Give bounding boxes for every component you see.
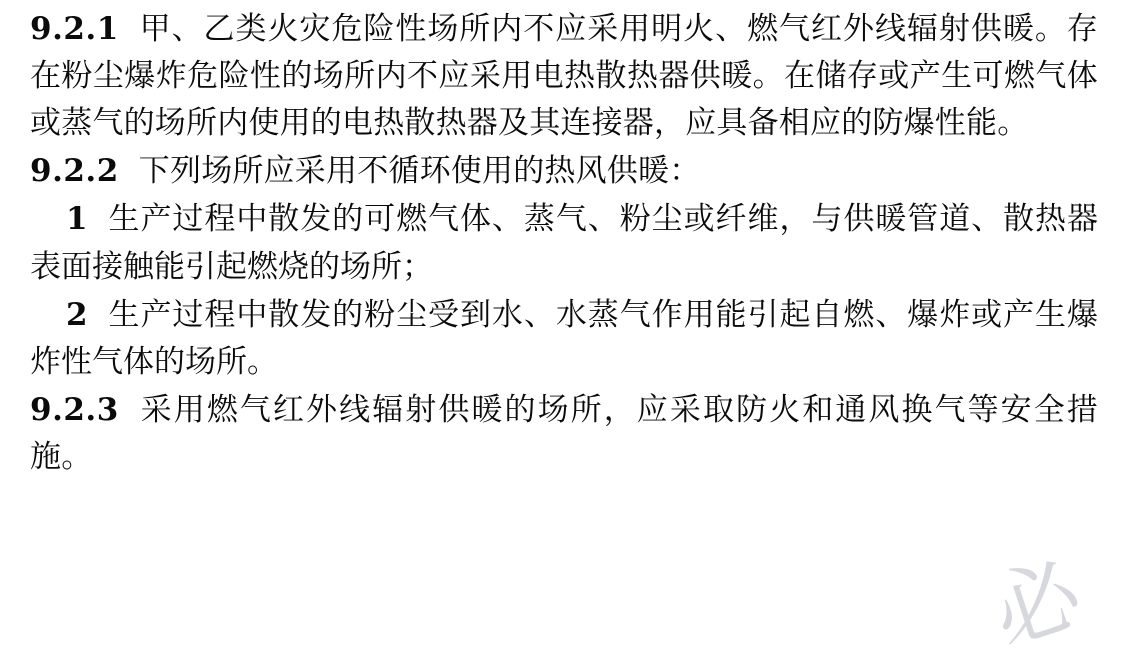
- clause-9-2-1: [30, 6, 1098, 147]
- list-item-label: 2: [66, 296, 88, 333]
- clause-text: 甲、乙类火灾危险性场所内不应采用明火、燃气红外线辐射供暖。存在粉尘爆炸危险性的场所内不应采用电热散热器供暖。在储存或产生可燃气体或蒸气的场所内使用的电热散热器及其连接器，应具备相应的防爆性能。: [30, 11, 1098, 142]
- watermark: 必: [980, 543, 1094, 665]
- list-item: [30, 292, 1098, 386]
- clause-text: 采用燃气红外线辐射供暖的场所，应采取防火和通风换气等安全措施。: [30, 391, 1098, 475]
- clause-9-2-2: [30, 148, 1098, 195]
- clause-number: 9.2.3: [30, 391, 119, 428]
- clause-number: 9.2.1: [30, 11, 119, 47]
- clause-9-2-3: [30, 387, 1098, 481]
- list-item-text: 生产过程中散发的可燃气体、蒸气、粉尘或纤维，与供暖管道、散热器表面接触能引起燃烧的场所；: [30, 201, 1098, 285]
- list-item-label: 1: [66, 201, 88, 238]
- clause-number: 9.2.2: [30, 153, 119, 190]
- list-item-text: 生产过程中散发的粉尘受到水、水蒸气作用能引起自燃、爆炸或产生爆炸性气体的场所。: [30, 296, 1098, 380]
- list-item: [30, 196, 1098, 290]
- clause-text: 下列场所应采用不循环使用的热风供暖：: [138, 153, 701, 190]
